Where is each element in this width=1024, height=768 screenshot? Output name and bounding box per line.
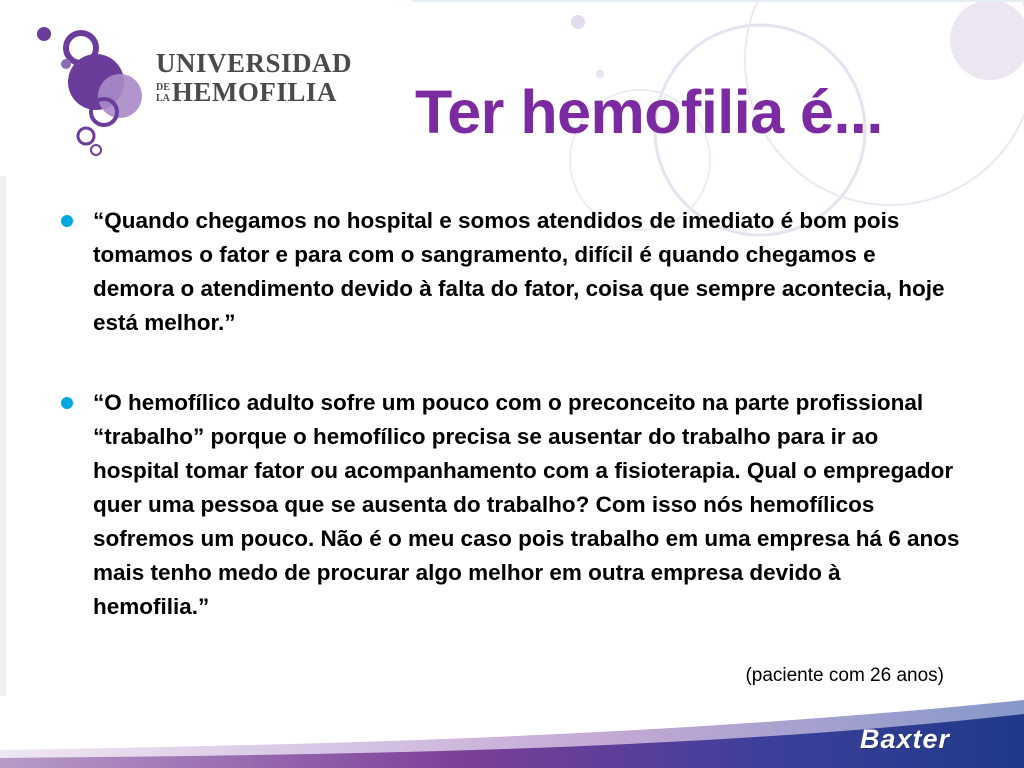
logo-circle-light: [98, 74, 142, 118]
bullet-list: [60, 204, 960, 670]
bullet-dot-icon: [60, 396, 74, 410]
logo-emblem-icon: [24, 10, 174, 180]
deco-circle-right: [950, 0, 1024, 80]
logo-small-la: LA: [156, 93, 170, 104]
logo-line-universidad: UNIVERSIDAD: [156, 48, 353, 78]
bullet-item-2: [60, 386, 960, 624]
deco-dot-2: [596, 70, 604, 78]
bullet-text-2: “O hemofílico adulto sofre um pouco com o preconceito na parte profissional “trabalho” porque o hemofílico precisa se ausentar do trabalho para ir ao hospital tomar fator ou acompanhamento com a fisioterapia. Qual o empregador quer uma pessoa que se ausenta do trabalho? Com isso nós hemofílicos sofremos um pouco. Não é o meu caso pois trabalho em uma empresa há 6 anos mais tenho medo de procurar algo melhor em outra empresa devido à hemofilia.”: [93, 390, 960, 619]
quote-attribution: (paciente com 26 anos): [745, 665, 944, 686]
bullet-text-1: “Quando chegamos no hospital e somos atendidos de imediato é bom pois tomamos o fator e para com o sangramento, difícil é quando chegamos e demora o atendimento devido à falta do fator, coisa que sempre acontecia, hoje está melhor.”: [93, 208, 945, 335]
logo-small-de: DE: [156, 82, 170, 93]
logo-ring-3: [78, 128, 94, 144]
bullet-dot-icon: [60, 214, 74, 228]
logo-dot-bottom: [91, 145, 101, 155]
logo-wordmark: [156, 50, 352, 106]
deco-dot-1: [571, 15, 585, 29]
logo-line-hemofilia: HEMOFILIA: [171, 77, 337, 107]
logo-dot-small: [37, 27, 51, 41]
logo: [0, 0, 412, 176]
brand-logo: Baxter: [860, 724, 951, 754]
slide-title: Ter hemofilia é...: [415, 78, 883, 146]
deco-left-stripe: [0, 176, 6, 696]
bullet-item-1: [60, 204, 960, 340]
logo-dot-left: [61, 59, 71, 69]
